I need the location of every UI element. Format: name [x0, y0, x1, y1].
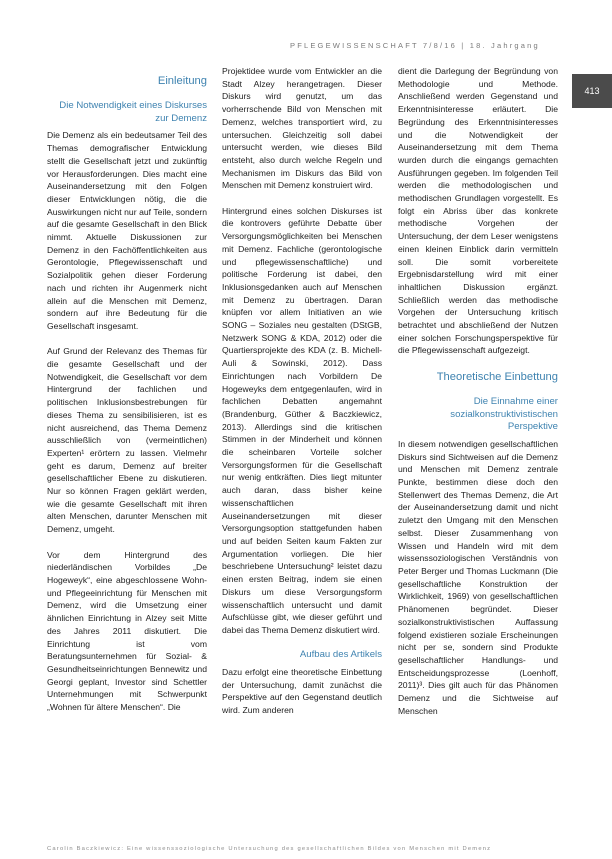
- paragraph: Dazu erfolgt eine theoretische Einbettung der Untersuchung, damit zunächst die Perspektive auf den Gegenstand deutlich wird. Zum anderen: [222, 667, 382, 716]
- running-footer: Carolin Baczkiewicz: Eine wissenssoziologische Untersuchung des gesellschaftlichen Bildes von Menschen mit Demenz: [47, 846, 492, 852]
- column-3: [398, 65, 558, 730]
- running-header: PFLEGEWISSENSCHAFT 7/8/16 | 18. Jahrgang: [290, 41, 540, 50]
- paragraph: Hintergrund eines solchen Diskurses ist die kontrovers geführte Debatte über Versorgungsmöglichkeiten bei Menschen mit Demenz. Fachliche (gerontologische und pflegewissenschaftliche) und politische Forderung ist dabei, den Inklusionsgedanken auch auf Menschen mit Demenz zu übertragen. Daran knüpfen vor allem Initiativen an wie SONG – Soziales neu gestalten (DStGB, Netzwerk SONG & KDA, 2012) oder die Quartiersprojekte des KDA (z. B. Michell-Auli & Sowinski, 2012). Dass Einrichtungen nach Vorbildern De Hogeweyks dem entgegenlaufen, wird in fachlichen Debatten angemahnt (Brandenburg, Güther & Baczkiewicz, 2013). Allerdings sind die kritischen Stimmen in der Minderheit und können die scheinbaren Vorteile solcher Versorgungsformen für die Gesellschaft nur wenig entkräften. Dies liegt mitunter auch daran, dass bisher keine wissenschaftlichen Auseinandersetzungen mit dieser Versorgungsoption stattgefunden haben und auf beiden Seiten kaum Fakten zur Argumentation vorliegen. Die hier beschriebene Untersuchung² leistet dazu einen ersten Beitrag, indem sie einen Diskurs um diese Versorgungsform wissenschaftlich untersucht und damit Aufschlüsse gibt, wie dieser geführt und dabei das Thema Demenz diskutiert wird.: [222, 205, 382, 635]
- section-heading-theoretische-einbettung: Theoretische Einbettung: [436, 370, 558, 383]
- section-heading-einleitung: Einleitung: [157, 75, 207, 87]
- paragraph: Die Demenz als ein bedeutsamer Teil des Themas demografischer Entwicklung stellt die Gesellschaft jetzt und zukünftig vor Herausforderungen. Dies macht eine Auseinandersetzung mit den Folgen dieser Entwicklungen nötig, die die Auswirkungen nicht nur auf Teile, sondern auf die gesamte Gesellschaft in den Blick nimmt. Aktuelle Diskussionen zur Demenz in den Fachöffentlichkeiten aus Gerontologie, Pflegewissenschaft und Sozialpolitik gehen dieser Forderung nach und richten ihr Augenmerk nicht allein auf die Menschen mit Demenz, sondern auf ihre Bedeutung für die Gesellschaft insgesamt.: [47, 130, 207, 331]
- page-number: 413: [572, 74, 612, 108]
- paragraph: Projektidee wurde vom Entwickler an die Stadt Alzey herangetragen. Dieser Diskurs wird genutzt, um das vorherrschende Bild von Menschen mit Demenz, welches transportiert wird, zu untersuchen. Gleichzeitig soll dabei untersucht werden, wie dieses Bild entsteht, also durch welche Regeln und Mechanismen im Diskurs das Bild von Menschen mit Demenz konstruiert wird.: [222, 66, 382, 191]
- subheading-sozialkonstruktivistisch: Die Einnahme einer sozialkonstruktivistischen Perspektive: [450, 395, 558, 433]
- subheading-notwendigkeit: Die Notwendigkeit eines Diskurses zur Demenz: [59, 100, 207, 124]
- paragraph: Vor dem Hintergrund des niederländischen Vorbildes „De Hogeweyk“, eine abgeschlossene Wohn- und Pflegeeinrichtung für Menschen mit Demenz, wird die Umsetzung einer ähnlichen Einrichtung in Alzey seit Mitte des Jahres 2011 diskutiert. Die Einrichtung ist vom Beratungsunternehmen für Sozial- & Gesundheitseinrichtungen Bennewitz und Georgi geplant, Investor sind Schettler Unternehmungen mit Schwerpunkt „Wohnen für ältere Menschen“. Die: [47, 549, 207, 713]
- column-2: [222, 65, 382, 730]
- paragraph: dient die Darlegung der Begründung von Methodologie und Methode. Anschließend werden Gegenstand und Erkenntnisinteresse erläutert. Die Begründung des Erkenntnisinteresses und die Notwendigkeit der Auseinandersetzung mit dem Thema wurden durch die eingangs gemachten Ausführungen gegeben. Im folgenden Teil werden die methodologischen und methodischen Grundlagen vorgestellt. Es folgt ein Abriss über das konkrete methodische Vorgehen der Untersuchung, der dem Leser wenigstens einen kleinen Einblick darin vermitteln soll. Die somit vorbereitete Ergebnisdarstellung wird mit einer inhaltlichen Diskussion ergänzt. Schließlich werden das methodische Vorgehen der Untersuchung kritisch betrachtet und abschließend der Nutzen einer solchen Forschungsperspektive für die Pflegewissenschaft aufgezeigt.: [398, 66, 558, 356]
- paragraph: In diesem notwendigen gesellschaftlichen Diskurs sind Sichtweisen auf die Demenz und Menschen mit Demenz zentrale Punkte, bestimmen diese doch den Stellenwert des Themas Demenz, die Art der Auseinandersetzung damit und nicht zuletzt den Umgang mit den Menschen selbst. Dieser Zusammenhang von Wissen und Handeln wird mit dem wissenssoziologischen Verständnis von Peter Berger und Thomas Luckmann (Die gesellschaftliche Konstruktion der Wirklichkeit, 1969) von gesellschaftlichen Phänomenen begründet. Dieser sozialkonstruktivistischen Auffassung folgend existieren soziale Erscheinungen nicht per se, sondern sind Produkte gesellschaftlicher Handlungs- und Entscheidungsprozesse (Loenhoff, 2011)³. Dies gilt auch für das Phänomen Demenz und die Sichtweise auf Menschen: [398, 438, 558, 716]
- paragraph: Auf Grund der Relevanz des Themas für die gesamte Gesellschaft und der Notwendigkeit, die Gesellschaft vor dem Hintergrund der fachlichen und politischen Inklusionsbestrebungen für dieses Thema zu sensibilisieren, ist es nicht ausreichend, das Thema Demenz ausschließlich von (vermeintlichen) Experten¹ erörtern zu lassen. Vielmehr geht es darum, Demenz auf breiter gesellschaftlicher Ebene zu diskutieren. Nur so können Fragen geklärt werden, wie die gesamte Gesellschaft mit ihren alten Menschen, darunter Menschen mit Demenz, umgeht.: [47, 346, 207, 535]
- subheading-aufbau: Aufbau des Artikels: [299, 649, 382, 661]
- column-1: [47, 65, 207, 726]
